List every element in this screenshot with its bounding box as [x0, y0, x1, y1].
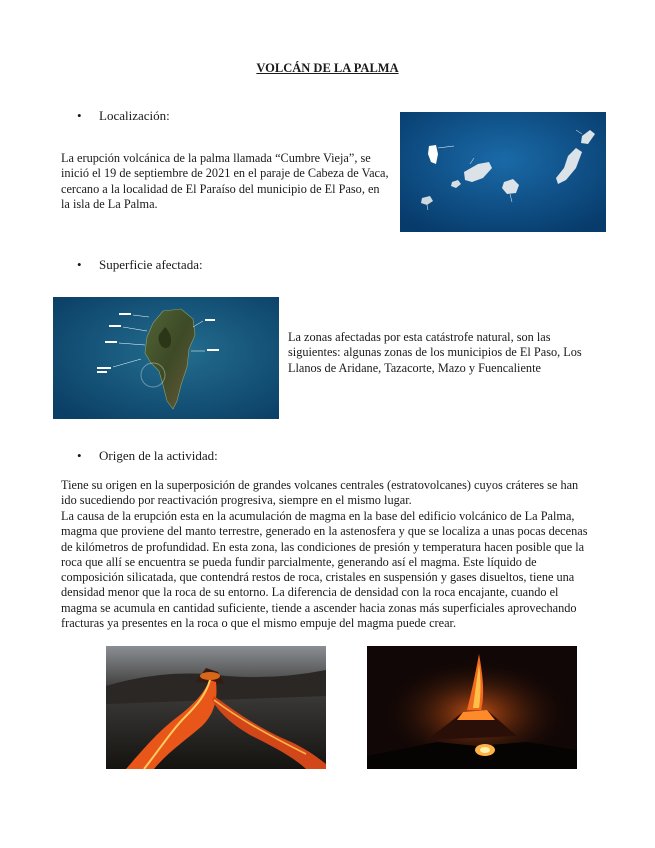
canary-islands-map [400, 112, 606, 232]
page-title: VOLCÁN DE LA PALMA [256, 61, 399, 75]
origen-paragraph-1: Tiene su origen en la superposición de grandes volcanes centrales (estratovolcanes) cuyos cráteres se han ido sucediendo por reactivación progresiva, siempre en el mismo lugar. [61, 478, 579, 508]
origen-paragraph-2: La causa de la erupción esta en la acumulación de magma en la base del edificio volcánico de La Palma, magma que proviene del manto terrestre, generado en la astenosfera y que se localiza a unas pocas decenas de kilómetros de profundidad. En esta zona, las condiciones de presión y temperatura hacen posible que la roca que allí se encuentra se pueda fundir parcialmente, generando así el magma. Este líquido de composición silicatada, que contendrá restos de roca, cristales en suspensión y gases disueltos, tiene una densidad menor que la roca de su entorno. La diferencia de densidad con la roca encajante, cuando el magma se acumula en cantidad suficiente, tiende a ascender hacia zonas más superficiales aprovechando fracturas ya presentes en la roca o que el mismo empuje del magma puede crear. [61, 509, 588, 631]
la-palma-island-map [53, 297, 279, 419]
lava-flow-photo [106, 646, 326, 769]
heading-localizacion: Localización: [99, 108, 170, 123]
superficie-text: La zonas afectadas por esta catástrofe natural, son las siguientes: algunas zonas de los municipios de El Paso, Los Llanos de Aridane, Tazacorte, Mazo y Fuencaliente [288, 330, 582, 375]
heading-superficie: Superficie afectada: [99, 257, 203, 272]
eruption-night-photo [367, 646, 577, 769]
localizacion-text: La erupción volcánica de la palma llamada “Cumbre Vieja”, se inició el 19 de septiembre de 2021 en el paraje de Cabeza de Vaca, cercano a la localidad de El Paraíso del municipio de El Paso, en la isla de La Palma. [61, 151, 389, 211]
heading-origen: Origen de la actividad: [99, 448, 218, 463]
